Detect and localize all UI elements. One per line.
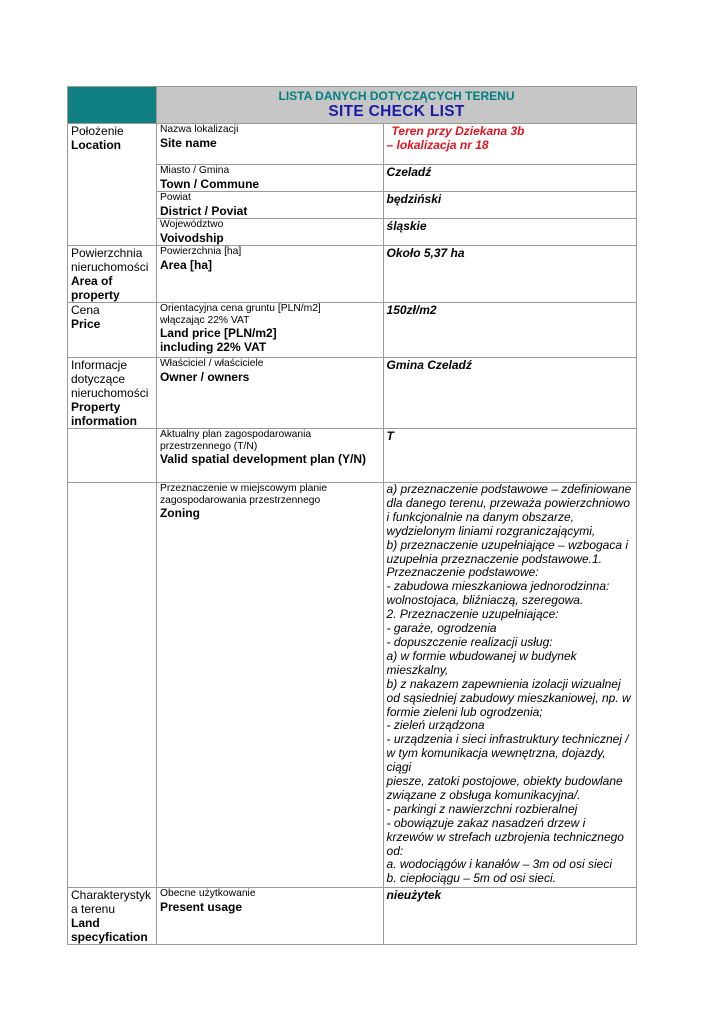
value-zoning-text: a) przeznaczenie podstawowe – zdefiniowane dla danego terenu, przeważa powierzchniowo i funkcjonalnie na danym obszarze, wydzielonym liniami rozgraniczającymi, b) przeznaczenie uzupełniające – wzbogaca i uzupełnia przeznaczenie podstawowe.1. Przeznaczenie podstawowe: - zabudowa mieszkaniowa jednorodzinna: wolnostojaca, bliźniaczą, szeregowa. 2. Przeznaczenie uzupełniające: - garaże, ogrodzenia - dopuszczenie realizacji usług: a) w formie wbudowanej w budynek mieszkalny, b) z nakazem zapewnienia izolacji wizualnej od sąsiedniej zabudowy mieszkaniowej, np. w formie zieleni lub ogrodzenia; - zieleń urządzona - urządzenia i sieci infrastruktury technicznej / w tym komunikacja wewnętrzna, dojazdy, ciągi piesze, zatoki postojowe, obiekty budowlane związane z obsługa komunikacyjna/. - parkingi z nawierzchni rozbieralnej - obowiązuje zakaz nasadzeń drzew i krzewów w strefach uzbrojenia technicznego od: a. wodociągów i kanałów – 3m od osi sieci b. ciepłociągu – 5m od osi sieci. xyxy=(386,482,632,886)
field-site-name xyxy=(156,124,383,165)
field-town-en: Town / Commune xyxy=(159,177,260,191)
section-property-en-1: Property xyxy=(71,400,121,414)
field-site-name-pl: Nazwa lokalizacji xyxy=(159,124,239,135)
field-site-name-en: Site name xyxy=(159,136,217,150)
value-plan-text: T xyxy=(386,429,394,443)
section-land-en-1: Land xyxy=(71,916,100,930)
field-usage-en: Present usage xyxy=(159,900,243,914)
value-town-text: Czeladź xyxy=(386,165,432,179)
field-town xyxy=(156,165,383,192)
value-plan xyxy=(383,429,636,483)
field-town-pl: Miasto / Gmina xyxy=(159,165,230,176)
row-area xyxy=(68,246,637,303)
field-voivodship-pl: Województwo xyxy=(159,219,224,230)
section-property-info xyxy=(68,358,157,429)
section-land-pl-1: Charakterystyk xyxy=(71,888,152,902)
section-property-en-2: information xyxy=(71,414,137,428)
site-check-list-table xyxy=(67,86,637,945)
field-voivodship xyxy=(156,219,383,246)
value-usage-text: nieużytek xyxy=(386,888,442,902)
field-price-pl-2: włączając 22% VAT xyxy=(159,314,250,326)
section-price-en: Price xyxy=(71,317,101,331)
section-area-pl-2: nieruchomości xyxy=(71,260,149,274)
field-zoning xyxy=(156,483,383,888)
row-zoning xyxy=(68,483,637,888)
value-voivodship xyxy=(383,219,636,246)
row-site-name xyxy=(68,124,637,165)
value-zoning xyxy=(383,483,636,888)
row-owner xyxy=(68,358,637,429)
field-price xyxy=(156,303,383,358)
section-empty-plan xyxy=(68,429,157,483)
value-district-text: będziński xyxy=(386,192,442,206)
value-site-name xyxy=(383,124,636,165)
field-owner-en: Owner / owners xyxy=(159,370,250,384)
section-property-pl-3: nieruchomości xyxy=(71,386,149,400)
field-zoning-en: Zoning xyxy=(159,506,200,520)
field-district-pl: Powiat xyxy=(159,192,191,203)
field-zoning-pl-2: zagospodarowania przestrzennego xyxy=(159,494,321,506)
field-owner xyxy=(156,358,383,429)
title-polish: LISTA DANYCH DOTYCZĄCYCH TERENU xyxy=(278,89,515,103)
field-plan-pl-1: Aktualny plan zagospodarowania xyxy=(159,429,312,440)
field-plan-pl-2: przestrzennego (T/N) xyxy=(159,440,258,452)
field-area-en: Area [ha] xyxy=(159,258,212,272)
field-area xyxy=(156,246,383,303)
field-district-en: District / Poviat xyxy=(159,204,248,218)
field-area-pl: Powierzchnia [ha] xyxy=(159,246,242,257)
section-land-en-2: specyfication xyxy=(71,930,148,944)
section-land xyxy=(68,888,157,945)
section-area xyxy=(68,246,157,303)
value-usage xyxy=(383,888,636,945)
section-price-pl: Cena xyxy=(71,303,100,317)
value-town xyxy=(383,165,636,192)
value-district xyxy=(383,192,636,219)
field-usage-pl: Obecne użytkowanie xyxy=(159,888,256,899)
section-area-en-2: property xyxy=(71,288,120,302)
section-location-pl: Położenie xyxy=(71,124,124,138)
header-title-cell xyxy=(156,87,636,124)
section-price xyxy=(68,303,157,358)
field-price-en-1: Land price [PLN/m2] xyxy=(159,326,277,340)
field-plan xyxy=(156,429,383,483)
value-owner-text: Gmina Czeladź xyxy=(386,358,472,372)
title-english: SITE CHECK LIST xyxy=(328,103,465,120)
section-property-pl-1: Informacje xyxy=(71,358,128,372)
value-price-text: 150zł/m2 xyxy=(386,303,437,317)
section-area-en-1: Area of xyxy=(71,274,113,288)
value-site-name-line2: – lokalizacja nr 18 xyxy=(386,138,489,152)
field-voivodship-en: Voivodship xyxy=(159,231,224,245)
section-location-en: Location xyxy=(71,138,121,152)
value-price xyxy=(383,303,636,358)
field-owner-pl: Właściciel / właściciele xyxy=(159,358,264,369)
value-voivodship-text: śląskie xyxy=(386,219,427,233)
field-price-en-2: including 22% VAT xyxy=(159,340,267,354)
section-area-pl-1: Powierzchnia xyxy=(71,246,143,260)
row-plan xyxy=(68,429,637,483)
row-price xyxy=(68,303,637,358)
field-plan-en: Valid spatial development plan (Y/N) xyxy=(159,452,367,466)
value-area-text: Około 5,37 ha xyxy=(386,246,465,260)
field-district xyxy=(156,192,383,219)
header-accent-cell xyxy=(68,87,157,124)
header-row xyxy=(68,87,637,124)
section-empty-zoning xyxy=(68,483,157,888)
field-zoning-pl-1: Przeznaczenie w miejscowym planie xyxy=(159,483,328,494)
row-usage xyxy=(68,888,637,945)
value-site-name-line1: Teren przy Dziekana 3b xyxy=(391,124,525,138)
section-location xyxy=(68,124,157,246)
section-property-pl-2: dotyczące xyxy=(71,372,126,386)
value-area xyxy=(383,246,636,303)
field-price-pl-1: Orientacyjna cena gruntu [PLN/m2] xyxy=(159,303,321,314)
value-owner xyxy=(383,358,636,429)
field-usage xyxy=(156,888,383,945)
section-land-pl-2: a terenu xyxy=(71,902,116,916)
